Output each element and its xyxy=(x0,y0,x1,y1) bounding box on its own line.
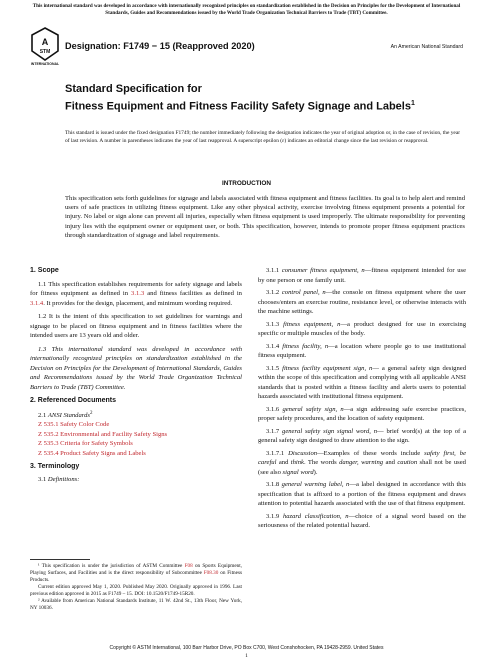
reference-item[interactable]: Z 535.3 Criteria for Safety Symbols xyxy=(38,440,133,448)
reference-item[interactable]: Z 535.2 Environmental and Facility Safety Signs xyxy=(38,430,168,438)
svg-text:STM: STM xyxy=(39,49,51,55)
reference-item[interactable]: Z 535.1 Safety Color Code xyxy=(38,421,110,429)
definition-3-1-2: 3.1.2 control panel, n—the console on fitness equipment where the user chooses/enters an exercise routine, resistance level, or otherwise interacts with the machine settings. xyxy=(258,289,466,315)
definition-3-1-5: 3.1.5 fitness facility equipment sign, n— a general safety sign designed within the scope of this specification and complying with all applicable ANSI standards that is posted within a fitness facility and alerts users to potential hazards associated with institutional fitness equipment. xyxy=(258,364,466,400)
left-column xyxy=(30,266,242,484)
definition-3-1-3: 3.1.3 fitness equipment, n—a product designed for use in exercising specific or multiple muscles of the body. xyxy=(258,320,466,337)
ref-3-1-4-link[interactable]: 3.1.4 xyxy=(30,299,44,307)
discussion-3-1-7-1: 3.1.7.1 Discussion—Examples of these words include safety first, be careful and think. The words danger, warning and caution shall not be used (see also signal word). xyxy=(258,449,467,476)
footnote-2: ² Available from American National Standards Institute, 11 W. 42nd St., 13th Floor, New York, NY 10036. xyxy=(30,598,242,611)
svg-text:INTERNATIONAL: INTERNATIONAL xyxy=(30,62,60,66)
definitions-label: 3.1 Definitions: xyxy=(38,475,80,483)
astm-logo xyxy=(30,27,60,67)
committee-f08-link[interactable]: F08 xyxy=(184,563,193,569)
footnotes xyxy=(30,563,242,612)
definition-3-1-9: 3.1.9 hazard classification, n—choice of a signal word based on the seriousness of the related potential hazard. xyxy=(258,512,466,529)
intro-text: This specification sets forth guidelines for signage and labels associated with fitness equipment and fitness facilities. Its goal is to help alert and remind users of safe practices in utilizing fitness equipment. Like any other physical activity, exercise involving fitness equipment presents a potential for injury. No label or sign alone can prevent all injuries, especially when fitness equipment is used improperly. The ultimate responsibility for preventing injury lies with the equipment owner or equipment user, or both. This specification, however, intends to promote proper fitness equipment practices through standardization of signage and label requirements. xyxy=(65,195,465,239)
title-line-2: Fitness Equipment and Fitness Facility Safety Signage and Labels$^1$ xyxy=(65,100,415,113)
definition-3-1-7: 3.1.7 general safety sign signal word, n— brief word(s) at the top of a general safety sign designed to draw attention to the sign. xyxy=(258,427,466,444)
copyright-footer: Copyright © ASTM International, 100 Barr Harbor Drive, PO Box C700, West Conshohocken, PA 19428-2959. United States xyxy=(109,645,384,651)
reference-list xyxy=(30,420,242,458)
reference-item[interactable]: Z 535.4 Product Safety Signs and Labels xyxy=(38,449,146,457)
ansi-standards-label: 2.1 ANSI Standards$^2$ xyxy=(38,410,93,419)
terminology-heading: 3. Terminology xyxy=(30,463,80,471)
para-1-3: 1.3 This international standard was developed in accordance with internationally recognized principles on standardization established in the Decision on Principles for the Development of International Standards, Guides and Recommendations issued by the World Trade Organization Technical Barriers to Trade (TBT) Committee. xyxy=(30,345,242,391)
footnote-1: ¹ This specification is under the jurisdiction of ASTM Committee F08 on Sports Equipment, Playing Surfaces, and Facilities and is the direct responsibility of Subcommittee F08.30 on Fitness Products. xyxy=(30,563,242,583)
ref-3-1-3-link[interactable]: 3.1.3 xyxy=(131,290,145,297)
footnote-rule xyxy=(30,559,90,560)
tbt-notice: This international standard was developed in accordance with internationally recognized principles on standardization established in the Decision on Principles for the Development of International Standards, Guides and Recommendations issued by the World Trade Organization Technical Barriers to Trade (TBT) Committee. xyxy=(32,3,461,16)
refdocs-heading: 2. Referenced Documents xyxy=(30,397,116,404)
page-number: 1 xyxy=(245,653,248,659)
definition-3-1-4: 3.1.4 fitness facility, n—a location where people go to use institutional fitness equipment. xyxy=(258,342,467,359)
issued-note: This standard is issued under the fixed designation F1749; the number immediately following the designation indicates the year of original adoption or, in the case of revision, the year of last revision. A number in parentheses indicates the year of last reapproval. A superscript epsilon (ε) indicates an editorial change since the last revision or reapproval. xyxy=(65,130,461,144)
national-standard-label: An American National Standard xyxy=(390,44,463,50)
intro-heading: INTRODUCTION xyxy=(222,180,271,187)
right-column xyxy=(258,266,466,531)
para-1-1: 1.1 This specification establishes requirements for safety signage and labels for fitness equipment as defined in 3.1.3 and fitness facilities as defined in 3.1.4. It provides for the design, placement, and minimum wording required. xyxy=(30,280,242,307)
definition-3-1-1: 3.1.1 consumer fitness equipment, n—fitness equipment intended for use by one person or one family unit. xyxy=(258,267,466,284)
footnote-current-edition: Current edition approved May 1, 2020. Published May 2020. Originally approved in 1996. Last previous edition approved in 2015 as F1749 – 15. DOI: 10.1520/F1749-15R20. xyxy=(30,584,242,597)
scope-heading: 1. Scope xyxy=(30,267,59,274)
definition-3-1-6: 3.1.6 general safety sign, n—a sign addressing safe exercise practices, proper safety procedures, and the location of safety equipment. xyxy=(258,405,467,422)
para-1-2: 1.2 It is the intent of this specification to set guidelines for warnings and signage to be placed on fitness equipment and in fitness facilities where the intended users are 13 years old and older. xyxy=(30,313,242,339)
subcommittee-f08-30-link[interactable]: F08.30 xyxy=(203,570,219,576)
title-line-1: Standard Specification for xyxy=(65,83,202,95)
designation: Designation: F1749 − 15 (Reapproved 2020) xyxy=(65,41,255,51)
definition-3-1-8: 3.1.8 general warning label, n—a label designed in accordance with this specification that is affixed to a portion of the fitness equipment and draws attention to potential hazards associated with the use of that fitness equipment. xyxy=(258,481,466,507)
svg-text:A: A xyxy=(41,37,49,47)
